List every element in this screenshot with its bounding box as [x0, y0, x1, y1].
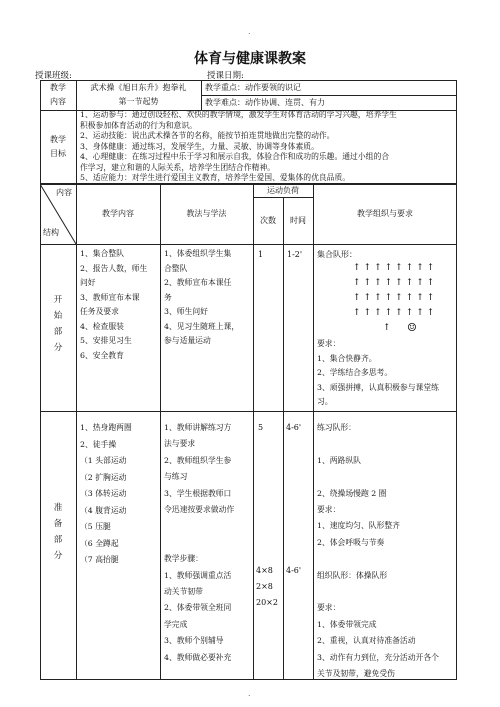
- col-method-header: 教法与学法: [186, 209, 227, 218]
- bottom-dot-mark: .: [248, 689, 251, 698]
- col-count-header: 次数: [260, 216, 276, 225]
- col-org-header: 教学组织与要求: [357, 209, 413, 218]
- section-prep-count-4: 20×2: [256, 598, 278, 607]
- smiley-icon: ☺: [407, 321, 417, 334]
- col-content-header: 教学内容: [102, 209, 134, 218]
- col-load-header: 运动负荷: [267, 186, 299, 195]
- formation-row-1: ↑↑↑↑↑↑↑↑: [353, 263, 438, 273]
- section-prep-name: 准 备 部 分: [53, 503, 63, 561]
- teacher-arrow-icon: ↑: [383, 323, 394, 333]
- formation-row-4: ↑↑↑↑↑↑↑↑: [353, 308, 438, 318]
- section-prep-time-2: 4-6': [286, 566, 302, 575]
- col-time-header: 时间: [290, 216, 306, 225]
- goals-text: 1、运动参与：通过创设轻松、欢快的教学情境，激发学生对体育活动的学习兴趣，培养学生 积极参加体育活动的行为和意识。 2、运动技能：说出武术操各节的名称，能按节拍连贯地做出完整的动作。 3、身体健康：通过练习，发展学生，力量、灵敏、协调等身体素质。 4、心理健康：在练习过程中乐于学习和展示自我，体验合作和成功的乐趣。通过小组的合 作学习，建立和谐的人际关系，培养学生团结合作精神。 5、适应能力：对学生进行爱国主义教育，培养学生爱国、爱集体的优良品质。: [80, 110, 397, 182]
- difficulty: 教学难点：动作协调、连贯、有力: [205, 98, 325, 107]
- formation-row-3: ↑↑↑↑↑↑↑↑: [353, 293, 438, 303]
- section-start-method: 1、体委组织学生集 合整队 2、教师宣布本课任 务 3、师生问好 4、见习生随班上课， 参与适量运动: [164, 249, 240, 345]
- section-prep-count-1: 5: [258, 423, 264, 432]
- page-title: 体育与健康课教案: [194, 51, 306, 67]
- section-start-requirements: 要求： 1、集合快静齐。 2、学练结合多思考。 3、顽强拼搏，认真积极参与课堂练 习。: [317, 339, 439, 406]
- goals-label: 教学 目标: [50, 135, 66, 158]
- diag-top-label: 内容: [56, 188, 72, 197]
- content-value: 武术操《旭日东升》抱拳礼 第一节起势: [90, 83, 187, 106]
- formation-row-2: ↑↑↑↑↑↑↑↑: [353, 278, 438, 288]
- section-prep-count-3: 2×8: [256, 582, 273, 591]
- section-prep-content: 1、热身跑两圈 2、徒手操 （1 头部运动 （2 扩胸运动 （3 体转运动 （4 腹背运动 （5 压腿 （6 全蹲起 （7 高抬腿: [80, 423, 132, 564]
- diag-bottom-label: 结构: [43, 228, 59, 237]
- class-label: 授课班级:: [35, 71, 72, 81]
- date-label: 授课日期:: [207, 71, 244, 81]
- section-prep-method: 1、教师讲解练习方 法与要求 2、教师组织学生参 与练习 3、学生根据教师口 令迅速按要求做动作 教学步骤： 1、教师强调重点活 动关节韧带 2、体委带领全班同 学完成 3、教师个别辅导 4、教师做必要补充: [164, 423, 235, 662]
- section-start-time: 1-2': [287, 250, 303, 259]
- section-prep-time-1: 4-6': [286, 423, 302, 432]
- section-start-content: 1、集合整队 2、报告人数，师生 问好 3、教师宣布本课 任务及要求 4、检查服装 5、安排见习生 6、安全教育: [80, 249, 148, 360]
- section-start-count: 1: [258, 250, 264, 259]
- section-prep-count-2: 4×8: [256, 566, 273, 575]
- top-dot-mark: .: [248, 27, 251, 36]
- content-label: 教学 内容: [50, 83, 66, 106]
- section-start-name: 开 始 部 分: [53, 295, 63, 353]
- section-prep-organization: 练习队形： 1、两路纵队 2、绕操场慢跑 2 圈 要求： 1、速度均匀、队形整齐 2、体会呼吸与节奏 组织队形：体操队形 要求： 1、体委带领完成 2、重视，认真对待准备活动 3、动作有力到位，充分活动开各个 关节及韧带，避免受伤: [317, 423, 439, 679]
- section-start-org-title: 集合队形：: [317, 250, 357, 259]
- key-point: 教学重点：动作要领的识记: [205, 83, 301, 92]
